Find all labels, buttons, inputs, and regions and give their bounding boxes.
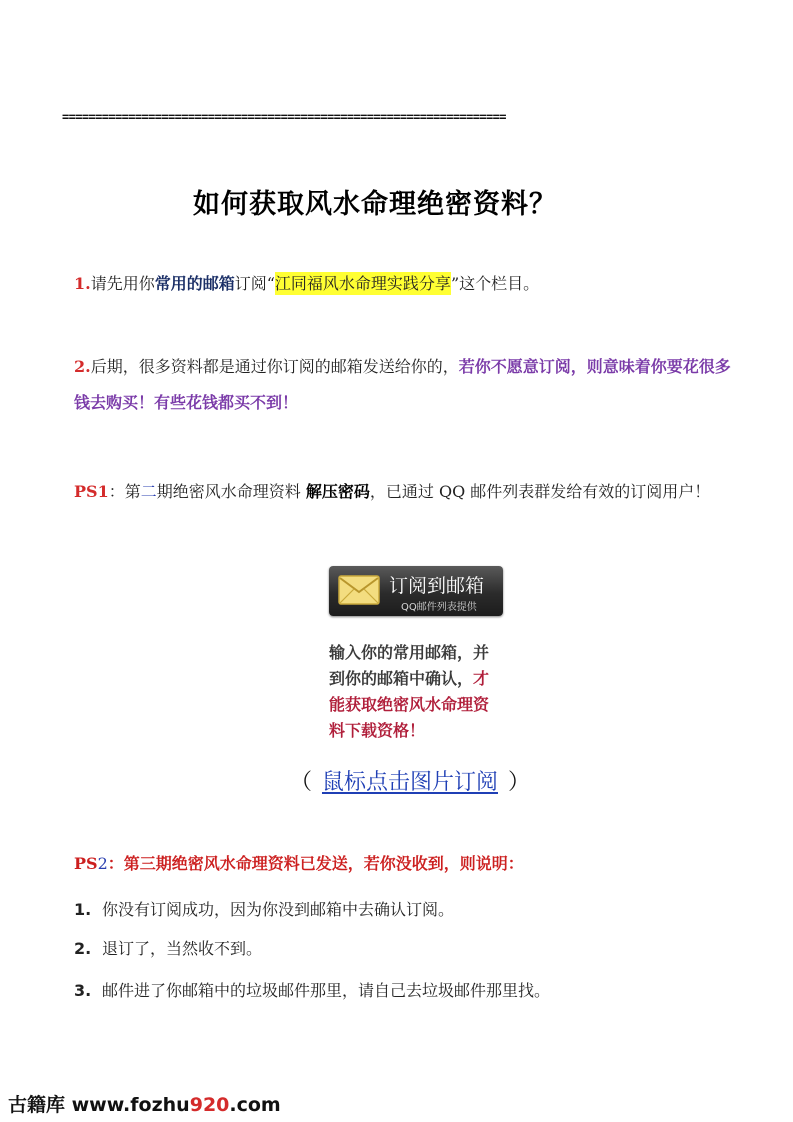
page-title: 如何获取风水命理绝密资料？ — [193, 189, 557, 220]
ps1-label: PS1 — [74, 482, 109, 501]
list-item-text: 你没有订阅成功，因为你没到邮箱中去确认订阅。 — [102, 900, 455, 919]
ps1-text-a: ：第 — [108, 482, 141, 501]
subscribe-button-label: 订阅到邮箱 — [389, 575, 485, 597]
instructions-line-1: 输入你的常用邮箱，并 — [329, 643, 490, 662]
left-paren: （ — [289, 770, 312, 795]
footer-watermark — [8, 1090, 281, 1117]
list-item-text: 邮件进了你邮箱中的垃圾邮件那里，请自己去垃圾邮件那里找。 — [102, 981, 551, 1000]
paragraph-1-number: 1. — [74, 274, 91, 293]
paragraph-1-text-b: 订阅“ — [234, 274, 275, 293]
list-item — [74, 979, 734, 1003]
paragraph-1-bold: 常用的邮箱 — [154, 274, 235, 293]
paragraph-1-text-c: ”这个栏目。 — [450, 274, 540, 293]
paragraph-2 — [74, 349, 734, 421]
instructions-line-3: 能获取绝密风水命理资 — [329, 695, 490, 714]
highlighted-column-name: 江同福风水命理实践分享 — [274, 274, 451, 293]
subscribe-instructions — [329, 640, 529, 744]
list-item — [74, 937, 734, 961]
list-item — [74, 898, 734, 922]
envelope-icon — [338, 575, 380, 605]
right-paren: ） — [508, 770, 531, 795]
ps1-text-c: ，已通过 QQ 邮件列表群发给有效的订阅用户！ — [369, 482, 711, 501]
ps1-issue-number: 二 — [140, 482, 157, 501]
list-item-number: 1. — [74, 900, 92, 919]
paragraph-1-text-a: 请先用你 — [90, 274, 155, 293]
ps1-text-b: 期绝密风水命理资料 — [156, 482, 306, 501]
ps2-text: ：第三期绝密风水命理资料已发送，若你没收到，则说明： — [107, 854, 524, 873]
list-item-number: 3. — [74, 981, 92, 1000]
ps2-heading — [74, 852, 734, 876]
paragraph-2-number: 2. — [74, 357, 91, 376]
list-item-text: 退订了，当然收不到。 — [102, 939, 263, 958]
footer-site: 古籍库 www.fozhu — [8, 1094, 190, 1116]
footer-number: 920 — [189, 1094, 230, 1116]
paragraph-2-warning: 若你不愿意订阅，则意味着你要花很多钱去购买！有些花钱都买不到！ — [74, 357, 731, 412]
ps2-number: 2 — [97, 854, 108, 873]
separator-line: =================================================================== — [62, 110, 506, 124]
subscribe-email-button[interactable] — [329, 566, 503, 616]
instructions-line-2b: 才 — [473, 669, 490, 688]
ps1-bold-password: 解压密码 — [305, 482, 370, 501]
paragraph-1 — [74, 266, 734, 302]
ps2-label: PS — [74, 854, 98, 873]
paragraph-2-text: 后期，很多资料都是通过你订阅的邮箱发送给你的， — [90, 357, 459, 376]
subscribe-button-caption: QQ邮件列表提供 — [401, 602, 477, 613]
instructions-line-4: 料下载资格！ — [329, 721, 426, 740]
instructions-line-2a: 到你的邮箱中确认， — [329, 669, 474, 688]
subscribe-link-line — [0, 765, 793, 796]
ps1-paragraph — [74, 474, 734, 510]
subscribe-link[interactable]: 鼠标点击图片订阅 — [321, 770, 498, 795]
instructions-line-2 — [329, 666, 529, 692]
footer-tld: .com — [229, 1094, 281, 1116]
list-item-number: 2. — [74, 939, 92, 958]
